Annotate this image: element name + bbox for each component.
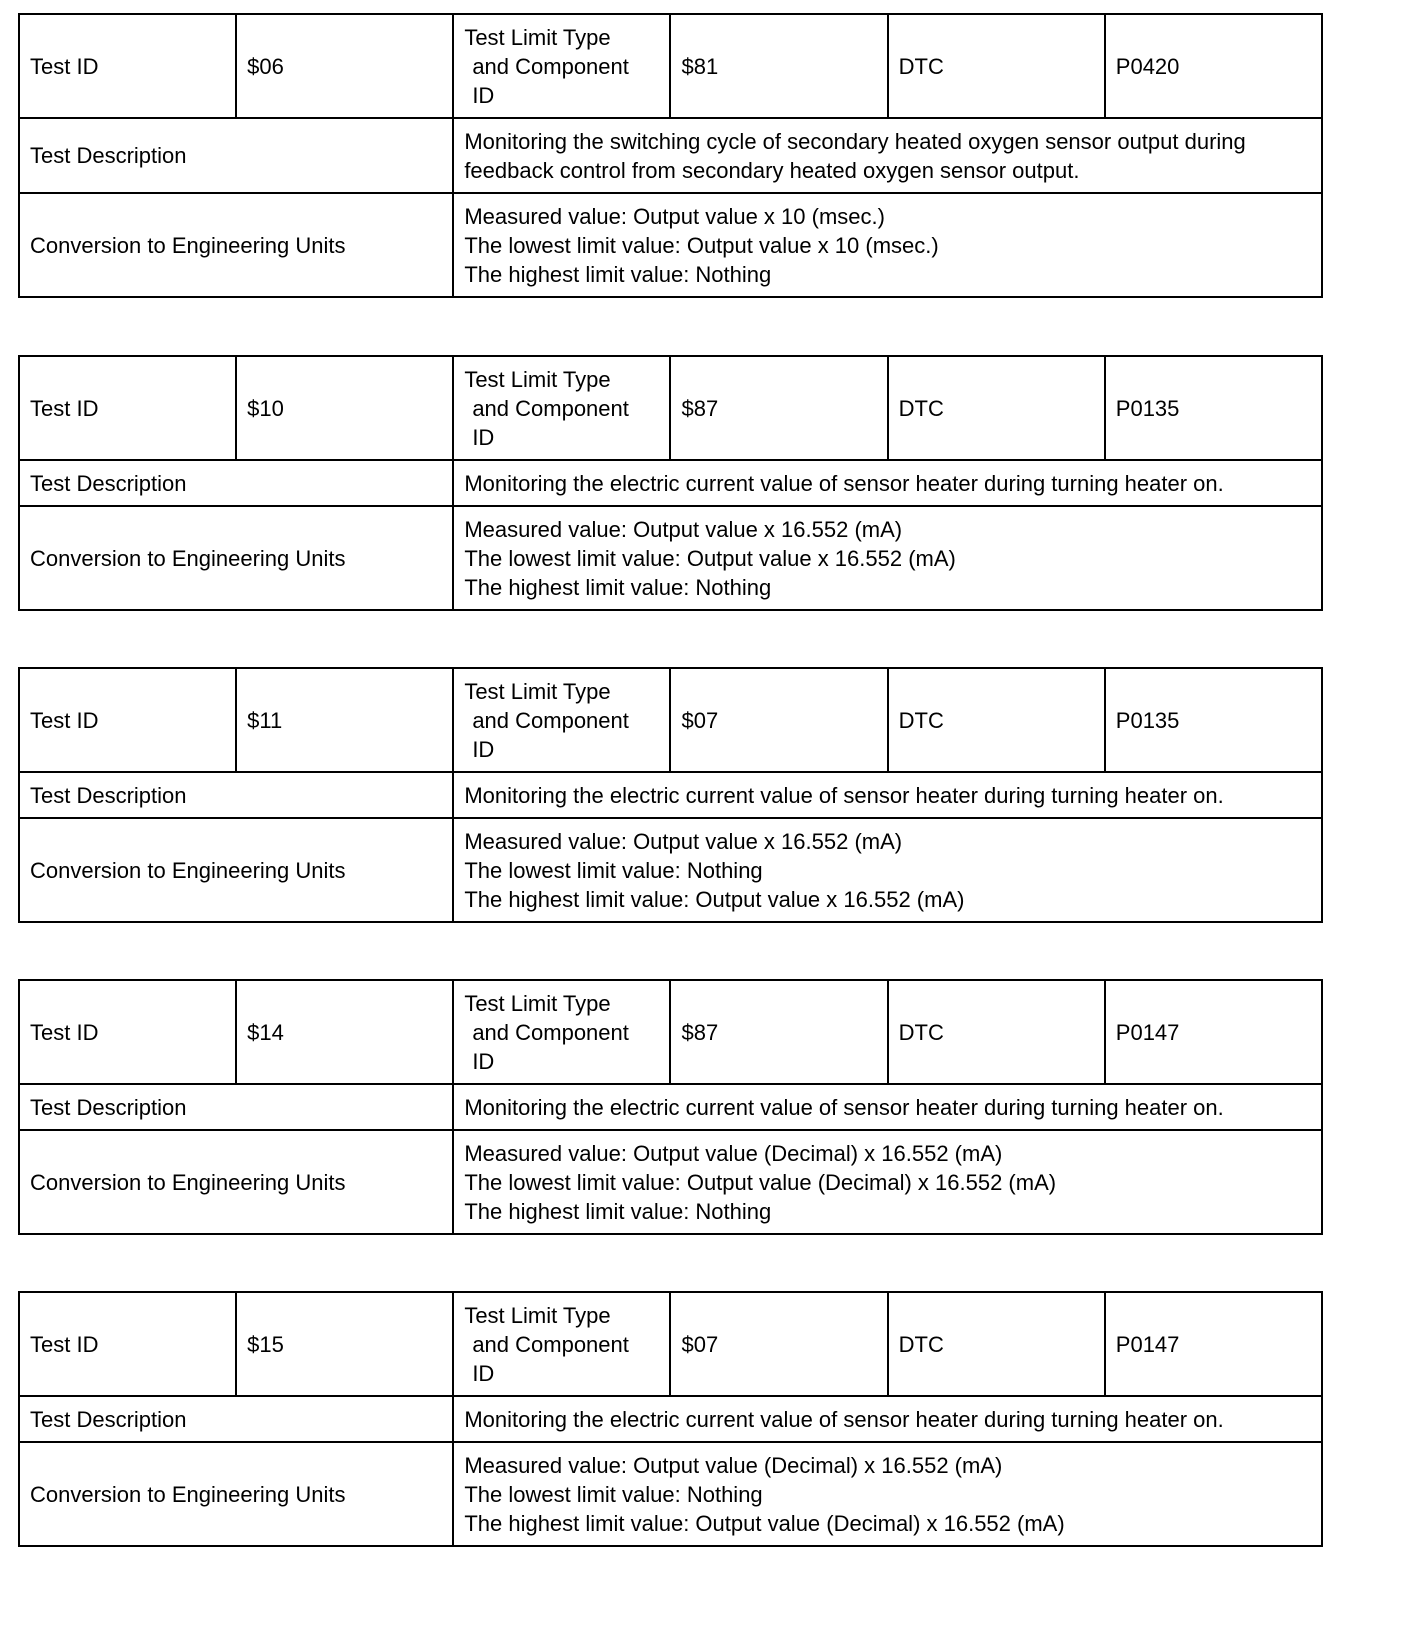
limit-type-value: $07 — [670, 668, 887, 772]
test-id-label: Test ID — [19, 980, 236, 1084]
test-header-row — [19, 356, 1322, 460]
test-id-label: Test ID — [19, 14, 236, 118]
conversion-label: Conversion to Engineering Units — [19, 1442, 453, 1546]
conversion-label: Conversion to Engineering Units — [19, 193, 453, 297]
test-description-label: Test Description — [19, 1084, 453, 1130]
limit-type-value: $81 — [670, 14, 887, 118]
test-id-label: Test ID — [19, 356, 236, 460]
dtc-value: P0147 — [1105, 980, 1322, 1084]
conversion-row — [19, 1130, 1322, 1234]
test-table — [18, 1291, 1323, 1547]
test-description-row — [19, 1084, 1322, 1130]
test-description-label: Test Description — [19, 460, 453, 506]
test-description-row — [19, 772, 1322, 818]
test-header-row — [19, 668, 1322, 772]
conversion-value: Measured value: Output value x 16.552 (mA) The lowest limit value: Nothing The highest limit value: Output value x 16.552 (mA) — [453, 818, 1322, 922]
dtc-label: DTC — [888, 980, 1105, 1084]
test-description-value: Monitoring the electric current value of sensor heater during turning heater on. — [453, 460, 1322, 506]
conversion-value: Measured value: Output value x 16.552 (mA) The lowest limit value: Output value x 16.552 (mA) The highest limit value: Nothing — [453, 506, 1322, 610]
conversion-row — [19, 1442, 1322, 1546]
test-id-value: $06 — [236, 14, 453, 118]
test-description-row — [19, 460, 1322, 506]
test-id-value: $11 — [236, 668, 453, 772]
test-header-row — [19, 980, 1322, 1084]
test-id-value: $15 — [236, 1292, 453, 1396]
test-header-row — [19, 1292, 1322, 1396]
test-description-label: Test Description — [19, 772, 453, 818]
test-id-value: $10 — [236, 356, 453, 460]
test-id-value: $14 — [236, 980, 453, 1084]
limit-type-label: Test Limit Type and Component ID — [453, 14, 670, 118]
test-table — [18, 979, 1323, 1235]
test-description-value: Monitoring the electric current value of sensor heater during turning heater on. — [453, 772, 1322, 818]
dtc-value: P0147 — [1105, 1292, 1322, 1396]
conversion-label: Conversion to Engineering Units — [19, 1130, 453, 1234]
test-description-value: Monitoring the switching cycle of secondary heated oxygen sensor output during feedback control from secondary heated oxygen sensor output. — [453, 118, 1322, 193]
limit-type-value: $87 — [670, 356, 887, 460]
test-header-row — [19, 14, 1322, 118]
test-id-label: Test ID — [19, 668, 236, 772]
test-description-value: Monitoring the electric current value of sensor heater during turning heater on. — [453, 1396, 1322, 1442]
test-description-row — [19, 1396, 1322, 1442]
conversion-row — [19, 818, 1322, 922]
limit-type-label: Test Limit Type and Component ID — [453, 1292, 670, 1396]
conversion-row — [19, 193, 1322, 297]
test-description-row — [19, 118, 1322, 193]
test-table — [18, 355, 1323, 611]
conversion-value: Measured value: Output value (Decimal) x 16.552 (mA) The lowest limit value: Output value (Decimal) x 16.552 (mA) The highest limit value: Nothing — [453, 1130, 1322, 1234]
limit-type-value: $87 — [670, 980, 887, 1084]
conversion-label: Conversion to Engineering Units — [19, 818, 453, 922]
dtc-value: P0135 — [1105, 668, 1322, 772]
limit-type-value: $07 — [670, 1292, 887, 1396]
dtc-label: DTC — [888, 1292, 1105, 1396]
test-table — [18, 13, 1323, 298]
conversion-value: Measured value: Output value x 10 (msec.) The lowest limit value: Output value x 10 (msec.) The highest limit value: Nothing — [453, 193, 1322, 297]
dtc-value: P0135 — [1105, 356, 1322, 460]
test-description-label: Test Description — [19, 1396, 453, 1442]
dtc-label: DTC — [888, 356, 1105, 460]
test-description-label: Test Description — [19, 118, 453, 193]
test-table — [18, 667, 1323, 923]
conversion-row — [19, 506, 1322, 610]
test-description-value: Monitoring the electric current value of sensor heater during turning heater on. — [453, 1084, 1322, 1130]
dtc-label: DTC — [888, 14, 1105, 118]
test-id-label: Test ID — [19, 1292, 236, 1396]
conversion-label: Conversion to Engineering Units — [19, 506, 453, 610]
conversion-value: Measured value: Output value (Decimal) x 16.552 (mA) The lowest limit value: Nothing The highest limit value: Output value (Decimal) x 16.552 (mA) — [453, 1442, 1322, 1546]
limit-type-label: Test Limit Type and Component ID — [453, 980, 670, 1084]
dtc-value: P0420 — [1105, 14, 1322, 118]
dtc-label: DTC — [888, 668, 1105, 772]
limit-type-label: Test Limit Type and Component ID — [453, 356, 670, 460]
limit-type-label: Test Limit Type and Component ID — [453, 668, 670, 772]
